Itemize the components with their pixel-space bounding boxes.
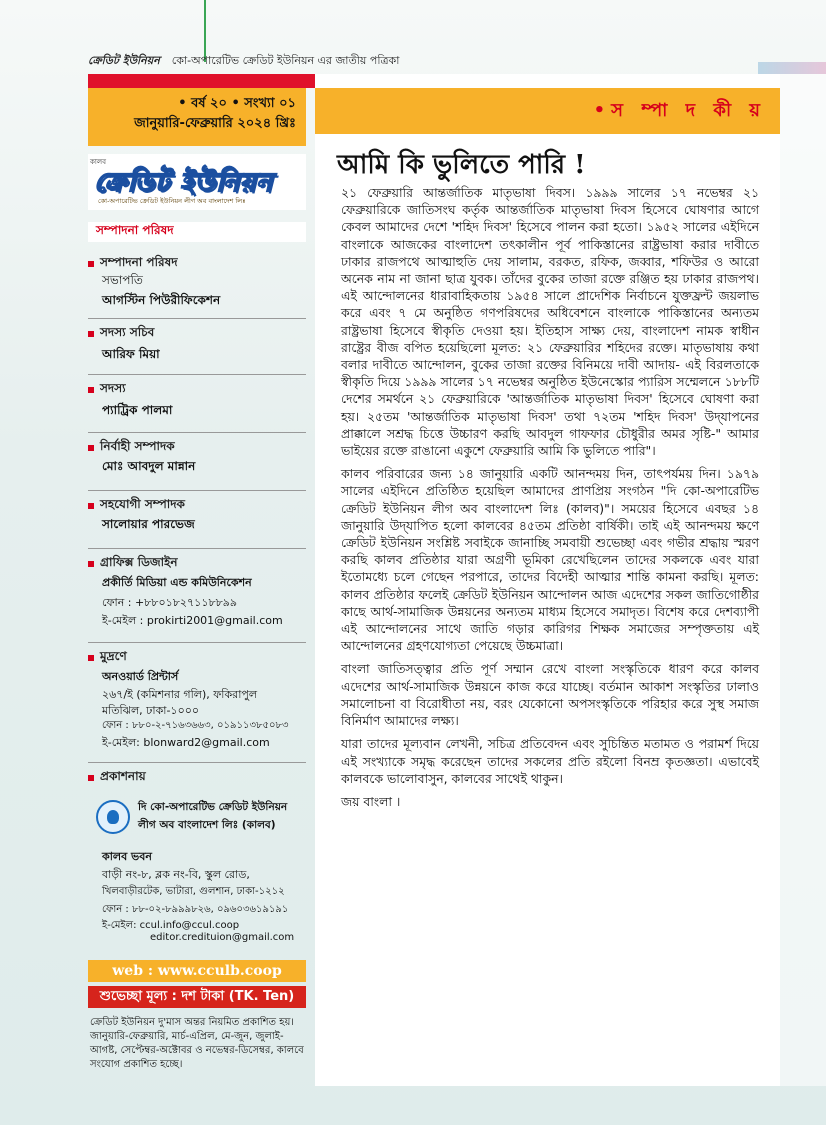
section-divider <box>88 490 306 491</box>
board-section-graphics <box>88 548 306 642</box>
publisher-email-2: editor.credituion@gmail.com <box>150 932 295 943</box>
bullet-icon <box>88 775 94 781</box>
publisher-phone: ফোন : ৮৮-০২-৮৯৯৯৮২৬, ০৯৬০৩৬১৯১৯১ <box>102 904 289 915</box>
publisher-name-2: লীগ অব বাংলাদেশ লিঃ (কালব) <box>138 819 276 831</box>
board-member-name: প্যাট্রিক পালমা <box>102 403 173 417</box>
board-section-head <box>88 496 185 516</box>
masthead-title: ক্রেডিট ইউনিয়ন <box>94 168 273 198</box>
article-body <box>341 184 759 816</box>
printer-address: ২৬৭/ই (কমিশনার গলি), ফকিরাপুল <box>102 688 258 701</box>
board-section-title: গ্রাফিক্স ডিজাইন <box>100 555 178 569</box>
publisher-building: কালব ভবন <box>102 850 152 863</box>
article-signoff: জয় বাংলা । <box>341 793 401 809</box>
editorial-column <box>315 74 780 1086</box>
board-member-name: আরিফ মিয়া <box>102 347 160 361</box>
editorial-board-heading: সম্পাদনা পরিষদ <box>88 222 306 242</box>
board-section-head <box>88 380 126 400</box>
printer-email: ই-মেইল: blonward2@gmail.com <box>102 736 270 749</box>
board-section-editorial <box>88 248 306 318</box>
board-section-head <box>88 554 178 574</box>
masthead-subtitle: কো-অপারেটিভ ক্রেডিট ইউনিয়ন লীগ অব বাংলাদেশ লিঃ <box>98 197 246 205</box>
bullet-icon <box>88 655 94 661</box>
board-section-head <box>88 324 154 344</box>
board-member-name: সালোয়ার পারভেজ <box>102 517 195 531</box>
price-label: শুভেচ্ছা মূল্য : দশ টাকা (TK. Ten) <box>88 986 306 1008</box>
board-section-head <box>88 768 146 788</box>
board-member-name: আগস্টিন পিউরীফিকেশন <box>102 293 221 307</box>
board-role: সভাপতি <box>102 273 143 287</box>
bullet-icon <box>88 503 94 509</box>
bullet-icon <box>88 445 94 451</box>
printer-city: মতিঝিল, ঢাকা-১০০০ <box>102 704 200 717</box>
board-section-printer <box>88 642 306 762</box>
editorial-banner: •স ম্পা দ কী য় <box>315 88 780 134</box>
issue-volume: • বর্ষ ২০ • সংখ্যা ০১ <box>178 96 296 111</box>
website-link[interactable]: web : www.cculb.coop <box>88 960 306 982</box>
board-section-head <box>88 254 178 274</box>
running-header <box>88 50 778 72</box>
section-divider <box>88 318 306 319</box>
right-margin <box>780 74 826 1086</box>
board-section-member <box>88 374 306 432</box>
bullet-icon <box>88 261 94 267</box>
section-divider <box>88 548 306 549</box>
section-divider <box>88 432 306 433</box>
board-section-associate-editor <box>88 490 306 548</box>
publisher-address-1: বাড়ী নং-৮, ব্লক নং-বি, স্কুল রোড, <box>102 868 250 881</box>
section-divider <box>88 642 306 643</box>
sidebar <box>88 74 306 1086</box>
publisher-address-2: খিলবাড়ীরটেক, ভাটারা, গুলশান, ঢাকা-১২১২ <box>102 886 285 897</box>
publisher-name-1: দি কো-অপারেটিভ ক্রেডিট ইউনিয়ন <box>138 801 288 813</box>
publication-note: ক্রেডিট ইউনিয়ন দু'মাস অন্তর নিয়মিত প্রকাশিত হয়। জানুয়ারি-ফেব্রুয়ারি, মার্চ-এপ্রিল, মে-জুন, জুলাই-আগষ্ট, সেপ্টেম্বর-অক্টোবর ও নভেম্বর-ডিসেম্বর, কালবে সংযোগ প্রকাশিত হচ্ছে। <box>90 1017 304 1070</box>
board-section-title: সম্পাদনা পরিষদ <box>100 255 178 269</box>
design-email: ই-মেইল : prokirti2001@gmail.com <box>102 614 283 627</box>
design-company: প্রকীর্তি মিডিয়া এন্ড কমিউনিকেশন <box>102 576 252 589</box>
board-section-head <box>88 438 175 458</box>
board-section-title: প্রকাশনায় <box>100 769 146 783</box>
printer-name: অনওয়ার্ড প্রিন্টার্স <box>102 670 179 683</box>
masthead-logo <box>88 154 306 210</box>
masthead-mini: কালব <box>90 158 107 166</box>
bullet-icon <box>88 387 94 393</box>
board-section-title: মুদ্রণে <box>100 649 127 663</box>
issue-date: জানুয়ারি-ফেব্রুয়ারি ২০২৪ খ্রিঃ <box>134 116 296 131</box>
bullet-icon <box>88 331 94 337</box>
board-section-head <box>88 648 127 668</box>
board-section-title: সদস্য সচিব <box>100 325 155 339</box>
running-header-title: ক্রেডিট ইউনিয়ন <box>88 54 160 67</box>
board-member-name: মোঃ আবদুল মান্নান <box>102 459 196 473</box>
board-section-title: নির্বাহী সম্পাদক <box>100 439 175 453</box>
article-paragraph: ২১ ফেব্রুয়ারি আন্তর্জাতিক মাতৃভাষা দিবস। ১৯৯৯ সালের ১৭ নভেম্বর ২১ ফেব্রুয়ারিকে জাতিসংঘ কর্তৃক আন্তর্জাতিক মাতৃভাষা দিবস হিসেবে ঘোষণার আগে কেবল আমাদের দেশে 'শহিদ দিবস' হিসেবে পালন করা হতো। ১৯৫২ সালের এইদিনে বাংলাকে আজকের বাংলাদেশ তৎকালীন পূর্ব পাকিস্তানের রাষ্ট্রভাষা করার দাবীতে ঢাকার রাজপথে আত্মাহুতি দেয় সালাম, বরকত, রফিক, জব্বার, শফিউর ও আরো অনেক নাম না জানা ছাত্র যুবক। তাঁদের বুকের তাজা রক্তে রঞ্জিত হয় ঢাকার রাজপথ। এই আন্দোলনের ধারাবাহিকতায় ১৯৫৪ সালে প্রাদেশিক নির্বাচনে যুক্তফ্রন্ট জয়লাভ করে এবং ৭ মে অনুষ্ঠিত গণপরিষদের অধিবেশনে বাংলাকে পাকিস্তানের অন্যতম রাষ্ট্রভাষা হিসেবে স্বীকৃতি দেওয়া হয়। ইতিহাস সাক্ষ্য দেয়, বাংলাদেশ নামক স্বাধীন রাষ্ট্রের বীজ বপিত হয়েছিলো মূলত: ২১ ফেব্রুয়ারির শহিদের রক্তে। মাতৃভাষায় কথা বলার দাবীতে আন্দোলন, বুকের তাজা রক্তের বিনিময়ে দাবী আদায়- এই বিরলতাকে স্বীকৃতি দিয়ে ১৯৯৯ সালের ১৭ নভেম্বর অনুষ্ঠিত ইউনেস্কোর প্যারিস সম্মেলনে ১৮৮টি দেশের সমর্থনে ২১ ফেব্রুয়ারিকে 'আন্তর্জাতিক মাতৃভাষা দিবস' হিসেবে ঘোষণা করা হয়। ২৫তম 'আন্তর্জাতিক মাতৃভাষা দিবস' তথা ৭২তম 'শহিদ দিবস' উদ্‌যাপনের প্রাক্কালে সশ্রদ্ধ চিত্তে উচ্চারণ করছি আবদুল গাফফার চৌধুরীর অমর সৃষ্টি-" আমার ভাইয়ের রক্তে রাঙানো একুশে ফেব্রুয়ারি আমি কি ভুলিতে পারি"। <box>341 185 759 459</box>
printer-phone: ফোন : ৮৮০-২-৭১৬৩৬৬৩, ০১৯১১৩৮৫০৮৩ <box>102 720 289 731</box>
board-section-executive-editor <box>88 432 306 490</box>
cculb-logo-icon <box>96 800 130 834</box>
running-header-tagline: কো-অপারেটিভ ক্রেডিট ইউনিয়ন এর জাতীয় পত্রিকা <box>171 54 400 67</box>
board-section-publisher <box>88 762 306 956</box>
article-paragraph: বাংলা জাতিসত্ত্বার প্রতি পূর্ণ সম্মান রেখে বাংলা সংস্কৃতিকে ধারণ করে কালব এদেশের আর্থ-সামাজিক উন্নয়নে কাজ করে যাচ্ছে। বর্তমান আকাশ সংস্কৃতির ঢালাও সমালোচনা বা বিরোধীতা নয়, বরং যেকোনো অপসংস্কৃতিকে পরিহার করে সুস্থ সমাজ বিনির্মাণ আমাদের লক্ষ্য। <box>341 661 759 729</box>
design-phone: ফোন : +৮৮০১৮২৭১১৮৮৯৯ <box>102 596 238 609</box>
board-section-title: সদস্য <box>100 381 126 395</box>
board-section-secretary <box>88 318 306 374</box>
board-section-title: সহযোগী সম্পাদক <box>100 497 185 511</box>
section-divider <box>88 762 306 763</box>
issue-info <box>88 88 306 146</box>
article-paragraph: কালব পরিবারের জন্য ১৪ জানুয়ারি একটি আনন্দময় দিন, তাৎপর্যময় দিন। ১৯৭৯ সালের এইদিনে প্রতিষ্ঠিত হয়েছিল আমাদের প্রাণপ্রিয় সংগঠন "দি কো-অপারেটিভ ক্রেডিট ইউনিয়ন লীগ অব বাংলাদেশ লিঃ (কালব)"। সময়ের হিসেবে এবছর ১৪ জানুয়ারি উদ্‌যাপিত হলো কালবের ৪৫তম প্রতিষ্ঠা বার্ষিকী। তাই এই আনন্দময় ক্ষণে ক্রেডিট ইউনিয়ন সংশ্লিষ্ট সবাইকে জানাচ্ছি সমবায়ী শুভেচ্ছা এবং গভীর শ্রদ্ধায় স্মরণ করছি কালব প্রতিষ্ঠার যারা অগ্রণী ভূমিকা রেখেছিলেন তাদের সকলকে এবং যারা ইতোমধ্যে চলে গেছেন পরপারে, তাদের বিদেহী আত্মার শান্তি কামনা করছি। মূলত: কালব প্রতিষ্ঠার ফলেই ক্রেডিট ইউনিয়ন আন্দোলন আজ এদেশের সকল জাতিগোষ্ঠীর কাছে আর্থ-সামাজিক উন্নয়নের অন্যতম মাধ্যম হিসেবে সমাদৃত। বিশেষ করে দেশব্যাপী এই আন্দোলনের সাথে জাতি গড়ার কারিগর শিক্ষক সমাজের সম্পৃক্ততায় এই আন্দোলনের গ্রহণযোগ্যতা পেয়েছে উচ্চমাত্রা। <box>341 466 759 654</box>
section-divider <box>88 374 306 375</box>
bullet-icon <box>88 561 94 567</box>
publisher-email: ই-মেইল: ccul.info@ccul.coop <box>102 920 240 931</box>
article-title: আমি কি ভুলিতে পারি ! <box>337 150 586 180</box>
article-paragraph: যারা তাদের মূল্যবান লেখনী, সচিত্র প্রতিবেদন এবং সুচিন্তিত মতামত ও পরামর্শ দিয়ে এই সংখ্যাকে সমৃদ্ধ করেছেন তাদের সকলের প্রতি রইলো বিনম্র কৃতজ্ঞতা। এভাবেই কালবকে ভালোবাসুন, কালবের সাথেই থাকুন। <box>341 736 759 786</box>
